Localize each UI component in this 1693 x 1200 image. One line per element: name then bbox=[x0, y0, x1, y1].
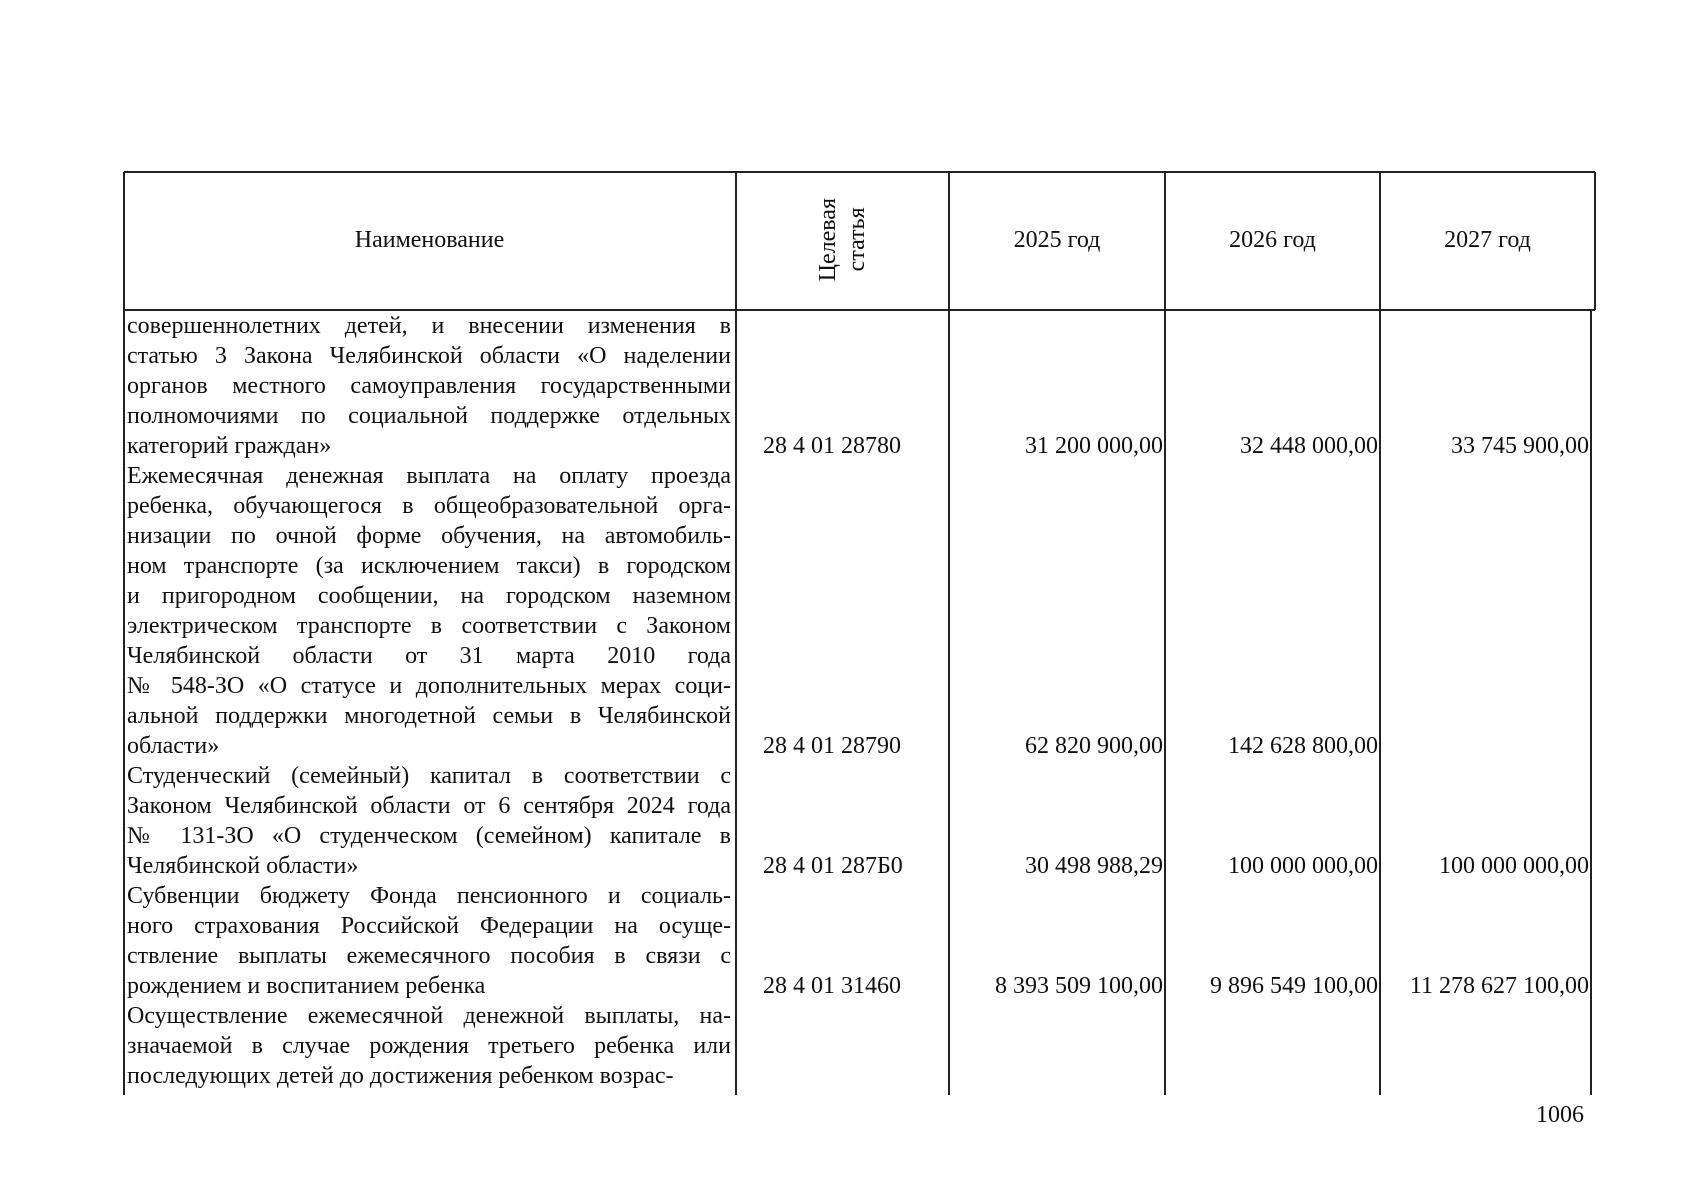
row-name-line: рождением и воспитанием ребенка bbox=[127, 973, 486, 999]
row-name-line: Челябинской области от 31 марта 2010 года bbox=[127, 643, 731, 669]
row-value-2025: 30 498 988,29 bbox=[1025, 853, 1163, 879]
header-2026 bbox=[1165, 171, 1380, 309]
row-name-line: ствление выплаты ежемесячного пособия в связи с bbox=[127, 943, 731, 969]
row-name-line: совершеннолетних детей, и внесении изменения в bbox=[127, 313, 731, 339]
row-name-line: статью 3 Закона Челябинской области «О наделении bbox=[127, 343, 731, 369]
row-code: 28 4 01 287Б0 bbox=[763, 853, 903, 879]
row-value-2027: 11 278 627 100,00 bbox=[1409, 973, 1589, 999]
row-name bbox=[127, 881, 731, 1001]
row-value-2025: 31 200 000,00 bbox=[1025, 433, 1163, 459]
row-name-line: альной поддержки многодетной семьи в Челябинской bbox=[127, 703, 731, 729]
header-2025 bbox=[949, 171, 1165, 309]
row-name-line: ном транспорте (за исключением такси) в городском bbox=[127, 553, 731, 579]
row-name bbox=[127, 1001, 731, 1091]
table-row bbox=[123, 761, 1596, 881]
row-value-2026: 100 000 000,00 bbox=[1228, 853, 1378, 879]
row-name-line: Челябинской области» bbox=[127, 853, 359, 879]
row-value-2025: 8 393 509 100,00 bbox=[995, 973, 1163, 999]
row-name-line: Субвенции бюджету Фонда пенсионного и социаль- bbox=[127, 883, 731, 909]
row-name-line: ного страхования Российской Федерации на осуще- bbox=[127, 913, 731, 939]
row-value-2027: 33 745 900,00 bbox=[1451, 433, 1589, 459]
row-name-line: № 548-ЗО «О статусе и дополнительных мерах соци- bbox=[127, 673, 731, 699]
row-name-line: ребенка, обучающегося в общеобразовательной орга- bbox=[127, 493, 731, 519]
row-value-2026: 9 896 549 100,00 bbox=[1210, 973, 1378, 999]
header-code bbox=[736, 171, 949, 309]
table-row bbox=[123, 311, 1596, 461]
budget-table bbox=[123, 171, 1596, 1095]
row-value-2025: 62 820 900,00 bbox=[1025, 733, 1163, 759]
row-name-line: значаемой в случае рождения третьего ребенка или bbox=[127, 1033, 731, 1059]
row-name bbox=[127, 761, 731, 881]
table-row bbox=[123, 881, 1596, 1001]
row-name-line: Студенческий (семейный) капитал в соответствии с bbox=[127, 763, 731, 789]
header-2025-label: 2025 год bbox=[1013, 226, 1101, 253]
row-name-line: и пригородном сообщении, на городском наземном bbox=[127, 583, 731, 609]
row-code: 28 4 01 28780 bbox=[763, 433, 901, 459]
row-name bbox=[127, 311, 731, 461]
table-row bbox=[123, 461, 1596, 761]
row-name bbox=[127, 461, 731, 761]
row-name-line: № 131-ЗО «О студенческом (семейном) капитале в bbox=[127, 823, 731, 849]
header-code-label: Целевая статья bbox=[814, 198, 870, 282]
row-name-line: Законом Челябинской области от 6 сентября 2024 года bbox=[127, 793, 731, 819]
row-name-line: полномочиями по социальной поддержке отдельных bbox=[127, 403, 731, 429]
row-name-line: Осуществление ежемесячной денежной выплаты, на- bbox=[127, 1003, 731, 1029]
header-name-label: Наименование bbox=[354, 226, 505, 253]
page-number: 1006 bbox=[1536, 1102, 1584, 1128]
row-name-line: органов местного самоуправления государственными bbox=[127, 373, 731, 399]
row-name-line: низации по очной форме обучения, на автомобиль- bbox=[127, 523, 731, 549]
header-2026-label: 2026 год bbox=[1229, 226, 1316, 253]
row-name-line: области» bbox=[127, 733, 220, 759]
header-name bbox=[123, 171, 736, 309]
row-value-2026: 142 628 800,00 bbox=[1228, 733, 1378, 759]
header-2027 bbox=[1380, 171, 1595, 309]
row-value-2027: 100 000 000,00 bbox=[1439, 853, 1589, 879]
row-value-2026: 32 448 000,00 bbox=[1240, 433, 1378, 459]
row-code: 28 4 01 31460 bbox=[763, 973, 901, 999]
row-name-line: электрическом транспорте в соответствии с Законом bbox=[127, 613, 731, 639]
row-name-line: последующих детей до достижения ребенком возрас- bbox=[127, 1063, 674, 1089]
row-code: 28 4 01 28790 bbox=[763, 733, 901, 759]
row-name-line: категорий граждан» bbox=[127, 433, 332, 459]
header-2027-label: 2027 год bbox=[1444, 226, 1531, 253]
table-row bbox=[123, 1001, 1596, 1091]
row-name-line: Ежемесячная денежная выплата на оплату проезда bbox=[127, 463, 731, 489]
